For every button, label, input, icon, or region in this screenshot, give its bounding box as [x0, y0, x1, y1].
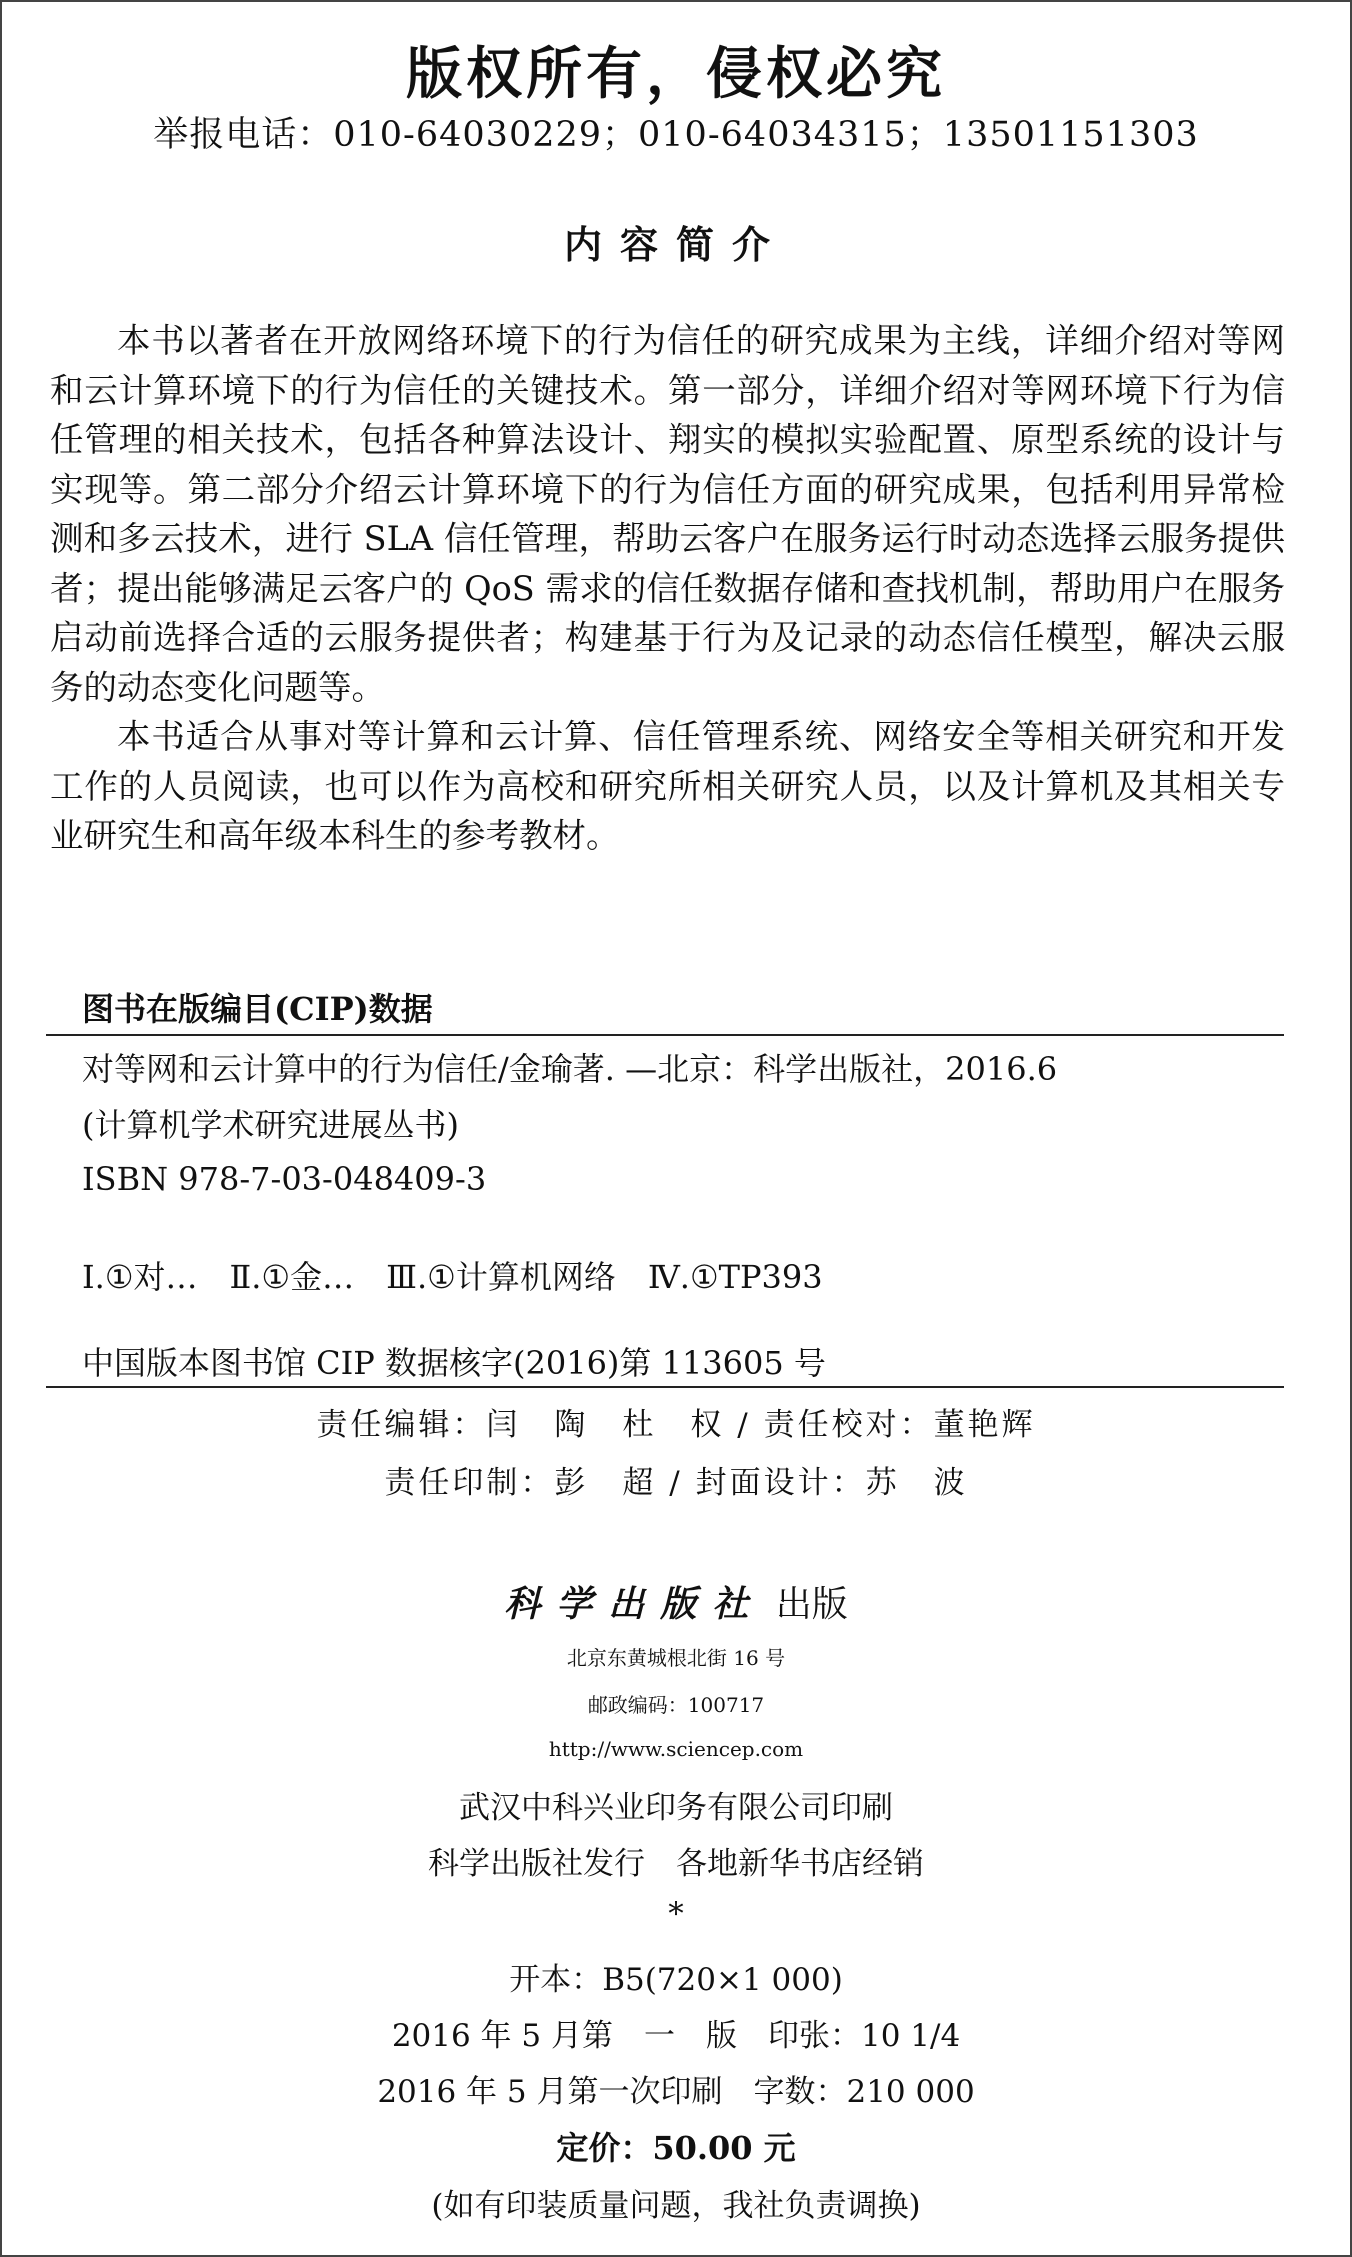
cip-classification-line: Ⅰ.①对… Ⅱ.①金… Ⅲ.①计算机网络 Ⅳ.①TP393 — [82, 1258, 823, 1296]
summary-paragraph: 本书适合从事对等计算和云计算、信任管理系统、网络安全等相关研究和开发工作的人员阅读，也可以作为高校和研究所相关研究人员，以及计算机及其相关专业研究生和高年级本科生的参考教材。 — [50, 717, 1285, 855]
publisher-website: http://www.sciencep.com — [548, 1737, 804, 1761]
editor-credits: 责任编辑：闫 陶 杜 权 / 责任校对：董艳辉 — [316, 1407, 1036, 1443]
summary-body — [50, 316, 1285, 861]
cip-heading: 图书在版编目(CIP)数据 — [82, 990, 433, 1028]
publisher-suffix: 出版 — [775, 1584, 848, 1625]
summary-heading: 内容简介 — [563, 222, 788, 267]
cip-record-line: 中国版本图书馆 CIP 数据核字(2016)第 113605 号 — [82, 1344, 826, 1382]
publisher-address: 北京东黄城根北街 16 号 — [566, 1646, 786, 1670]
print-credits: 责任印制：彭 超 / 封面设计：苏 波 — [384, 1465, 968, 1501]
copyright-title: 版权所有，侵权必究 — [406, 41, 946, 107]
edition-line: 2016 年 5 月第 一 版 印张：10 1/4 — [391, 2018, 961, 2054]
report-hotline: 举报电话：010-64030229；010-64034315；13501151303 — [153, 115, 1199, 155]
summary-paragraph: 本书以著者在开放网络环境下的行为信任的研究成果为主线，详细介绍对等网和云计算环境下的行为信任的关键技术。第一部分，详细介绍对等网环境下行为信任管理的相关技术，包括各种算法设计、翔实的模拟实验配置、原型系统的设计与实现等。第二部分介绍云计算环境下的行为信任方面的研究成果，包括利用异常检测和多云技术，进行 SLA 信任管理，帮助云客户在服务运行时动态选择云服务提供者；提出能够满足云客户的 QoS 需求的信任数据存储和查找机制，帮助用户在服务启动前选择合适的云服务提供者；构建基于行为及记录的动态信任模型，解决云服务的动态变化问题等。 — [50, 321, 1285, 707]
cip-top-rule — [46, 1034, 1284, 1036]
cip-bottom-rule — [46, 1386, 1284, 1388]
cip-title-line: 对等网和云计算中的行为信任/金瑜著. —北京：科学出版社，2016.6 — [82, 1050, 1058, 1088]
printer-line: 武汉中科兴业印务有限公司印刷 — [459, 1790, 893, 1826]
publisher-postcode: 邮政编码：100717 — [587, 1693, 765, 1717]
quality-notice: (如有印装质量问题，我社负责调换) — [431, 2188, 921, 2224]
printing-line: 2016 年 5 月第一次印刷 字数：210 000 — [377, 2074, 975, 2110]
distribution-line: 科学出版社发行 各地新华书店经销 — [428, 1846, 924, 1882]
publisher-name: 科学出版社 — [504, 1583, 765, 1625]
cip-isbn-line: ISBN 978-7-03-048409-3 — [82, 1160, 487, 1198]
separator-asterisk: * — [668, 1896, 684, 1932]
format-line: 开本：B5(720×1 000) — [509, 1962, 843, 1998]
price-line: 定价：50.00 元 — [556, 2129, 796, 2167]
cip-series-line: (计算机学术研究进展丛书) — [82, 1106, 459, 1144]
publisher-line — [2, 1576, 1350, 1627]
